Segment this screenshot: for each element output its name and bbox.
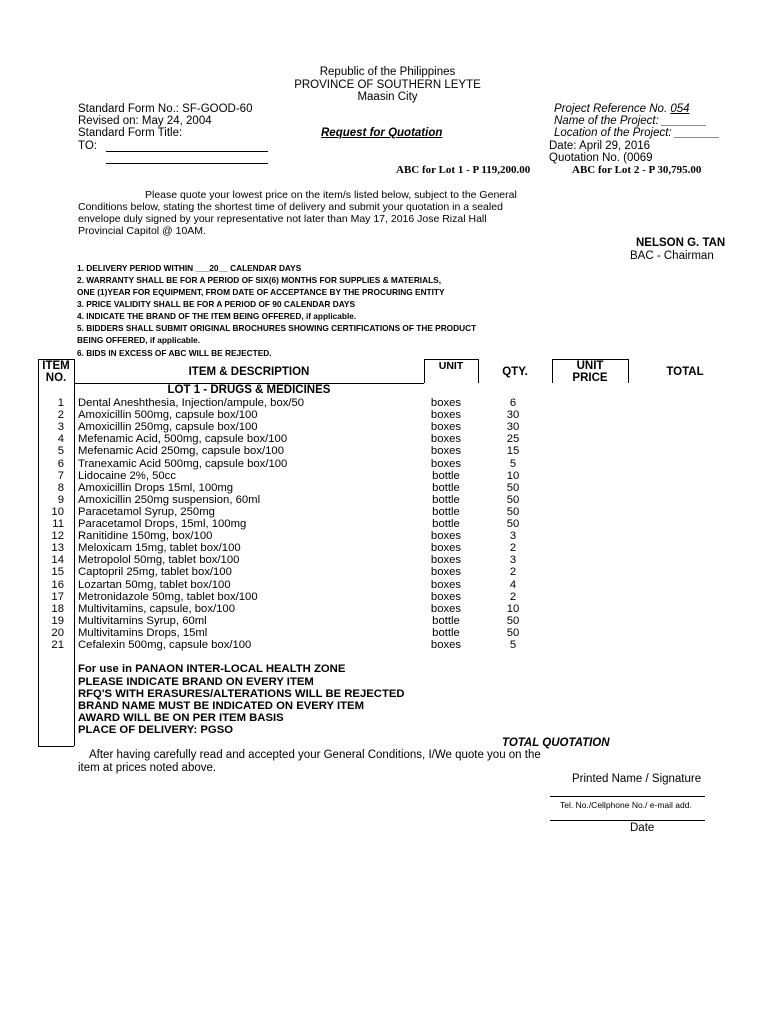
item-qty: 50 <box>506 626 520 639</box>
item-unit: boxes <box>430 639 462 651</box>
item-description: Captopril 25mg, tablet box/100 <box>78 566 232 579</box>
note-item: PLACE OF DELIVERY: PGSO <box>78 724 234 736</box>
header-qty: QTY. <box>502 366 528 378</box>
item-unit: boxes <box>430 530 462 543</box>
condition-item: BEING OFFERED, if applicable. <box>77 335 201 345</box>
item-number: 21 <box>51 639 64 651</box>
item-description: Mefenamic Acid 250mg, capsule box/100 <box>78 445 284 458</box>
item-qty: 4 <box>509 578 517 591</box>
date-label: Date <box>630 822 655 834</box>
abc-lot-1: ABC for Lot 1 - P 119,200.00 <box>396 164 531 176</box>
to-line-2 <box>106 163 268 164</box>
note-item: For use in PANAON INTER-LOCAL HEALTH ZONE <box>78 663 346 675</box>
intro-line-3: envelope duly signed by your representative not later than May 17, 2016 Jose Rizal Hall <box>78 213 487 225</box>
note-item: PLEASE INDICATE BRAND ON EVERY ITEM <box>78 676 314 688</box>
signature-line <box>550 796 705 797</box>
table-row <box>38 445 738 457</box>
table-row <box>38 458 738 470</box>
table-row <box>38 566 738 578</box>
item-number: 11 <box>52 518 64 530</box>
item-number: 8 <box>57 481 64 494</box>
item-number: 18 <box>51 602 64 615</box>
item-unit: boxes <box>430 554 462 567</box>
item-number: 9 <box>57 493 64 506</box>
item-unit: boxes <box>430 457 462 470</box>
project-name: Name of the Project: _______ <box>554 115 707 127</box>
abc-lot-2: ABC for Lot 2 - P 30,795.00 <box>572 164 702 176</box>
item-qty: 10 <box>506 469 520 482</box>
note-item: AWARD WILL BE ON PER ITEM BASIS <box>78 712 284 724</box>
item-unit: boxes <box>430 590 462 603</box>
printed-name-label: Printed Name / Signature <box>572 773 702 785</box>
header-unit-price-2: PRICE <box>572 372 608 384</box>
table-row <box>38 639 738 651</box>
item-description: Multivitamins, capsule, box/100 <box>78 602 235 615</box>
table-row <box>38 397 738 409</box>
province-text: PROVINCE OF SOUTHERN LEYTE <box>294 79 481 91</box>
item-description: Meloxicam 15mg, tablet box/100 <box>78 542 241 555</box>
condition-item: 5. BIDDERS SHALL SUBMIT ORIGINAL BROCHURES SHOWING CERTIFICATIONS OF THE PRODUCT <box>77 323 477 333</box>
item-qty: 15 <box>506 445 520 458</box>
date-line <box>550 820 705 821</box>
item-qty: 50 <box>506 518 520 530</box>
item-qty: 2 <box>509 590 517 603</box>
date-text: Date: April 29, 2016 <box>549 140 651 152</box>
table-row <box>38 579 738 591</box>
table-row <box>38 409 738 421</box>
to-label: TO: <box>78 140 97 152</box>
item-number: 14 <box>51 554 64 567</box>
item-unit: bottle <box>432 469 460 482</box>
table-row <box>38 433 738 445</box>
item-unit: boxes <box>430 602 462 615</box>
item-description: Multivitamins Syrup, 60ml <box>78 614 207 627</box>
item-number: 19 <box>51 614 64 627</box>
item-unit: bottle <box>432 614 460 627</box>
standard-form-title: Standard Form Title: <box>78 127 183 139</box>
table-row <box>38 615 738 627</box>
item-unit: boxes <box>430 542 462 555</box>
condition-item: ONE (1)YEAR FOR EQUIPMENT, FROM DATE OF ACCEPTANCE BY THE PROCURING ENTITY <box>77 287 445 297</box>
item-description: Tranexamic Acid 500mg, capsule box/100 <box>78 457 288 470</box>
item-qty: 6 <box>509 397 517 409</box>
table-row <box>38 627 738 639</box>
intro-line-1: Please quote your lowest price on the item/s listed below, subject to the General <box>145 189 517 201</box>
header-total: TOTAL <box>666 366 704 378</box>
item-unit: boxes <box>430 578 462 591</box>
item-unit: boxes <box>430 409 462 422</box>
city-text: Maasin City <box>357 91 418 103</box>
table-row <box>38 506 738 518</box>
condition-item: 1. DELIVERY PERIOD WITHIN ___20__ CALENDAR DAYS <box>77 263 302 273</box>
item-unit: boxes <box>430 397 462 409</box>
item-number: 20 <box>51 626 64 639</box>
item-description: Lidocaine 2%, 50cc <box>78 469 176 482</box>
item-unit: boxes <box>430 433 462 446</box>
table-row <box>38 482 738 494</box>
lot-title: LOT 1 - DRUGS & MEDICINES <box>167 384 331 396</box>
form-title: Request for Quotation <box>321 127 443 139</box>
item-unit: boxes <box>430 445 462 458</box>
item-qty: 2 <box>509 566 517 579</box>
item-qty: 2 <box>509 542 517 555</box>
to-line-1 <box>106 151 268 152</box>
item-number: 7 <box>57 469 64 482</box>
intro-line-4: Provincial Capitol @ 10AM. <box>78 225 206 237</box>
signatory-name: NELSON G. TAN <box>636 237 726 249</box>
item-qty: 25 <box>506 433 520 446</box>
item-unit: bottle <box>432 505 460 518</box>
note-item: BRAND NAME MUST BE INDICATED ON EVERY ITEM <box>78 700 364 712</box>
item-qty: 50 <box>506 505 520 518</box>
item-description: Amoxicillin Drops 15ml, 100mg <box>78 481 234 494</box>
quotation-no: Quotation No. (0069 <box>549 152 653 164</box>
statement-line-2: item at prices noted above. <box>78 762 217 774</box>
table-row <box>38 470 738 482</box>
item-qty: 5 <box>509 457 517 470</box>
header-item-no-1: ITEM <box>42 360 70 372</box>
header-unit: UNIT <box>438 360 464 372</box>
item-number: 13 <box>51 542 64 555</box>
item-number: 5 <box>57 445 64 458</box>
item-qty: 50 <box>506 614 520 627</box>
project-reference-label: Project Reference No. <box>554 103 668 115</box>
item-unit: bottle <box>432 481 460 494</box>
table-row <box>38 603 738 615</box>
item-qty: 50 <box>506 481 520 494</box>
condition-item: 3. PRICE VALIDITY SHALL BE FOR A PERIOD OF 90 CALENDAR DAYS <box>77 299 355 309</box>
item-number: 4 <box>57 433 64 446</box>
item-unit: bottle <box>432 626 460 639</box>
item-qty: 5 <box>509 639 517 651</box>
item-description: Paracetamol Syrup, 250mg <box>78 505 215 518</box>
table-row <box>38 554 738 566</box>
item-qty: 30 <box>506 409 520 422</box>
item-number: 6 <box>57 457 64 470</box>
item-description: Mefenamic Acid, 500mg, capsule box/100 <box>78 433 288 446</box>
item-description: Metronidazole 50mg, tablet box/100 <box>78 590 258 603</box>
header-unit-price-1: UNIT <box>576 360 604 372</box>
condition-item: 2. WARRANTY SHALL BE FOR A PERIOD OF SIX(6) MONTHS FOR SUPPLIES & MATERIALS, <box>77 275 442 285</box>
item-description: Metropolol 50mg, tablet box/100 <box>78 554 240 567</box>
item-number: 17 <box>51 590 64 603</box>
project-reference-value: 054 <box>670 103 690 115</box>
item-qty: 3 <box>509 554 517 567</box>
item-unit: boxes <box>430 566 462 579</box>
total-quotation-label: TOTAL QUOTATION <box>502 737 610 749</box>
table-row <box>38 494 738 506</box>
note-item: RFQ'S WITH ERASURES/ALTERATIONS WILL BE REJECTED <box>78 688 405 700</box>
republic-text: Republic of the Philippines <box>319 66 456 78</box>
table-row <box>38 542 738 554</box>
item-description: Amoxicillin 500mg, capsule box/100 <box>78 409 258 422</box>
statement-line-1: After having carefully read and accepted your General Conditions, I/We quote you on the <box>89 749 541 761</box>
item-description: Dental Aneshthesia, Injection/ampule, box/50 <box>78 397 305 409</box>
table-row <box>38 518 738 530</box>
table-row <box>38 591 738 603</box>
project-location: Location of the Project: _______ <box>554 127 720 139</box>
item-description: Multivitamins Drops, 15ml <box>78 626 208 639</box>
item-qty: 50 <box>506 493 520 506</box>
item-number: 15 <box>51 566 64 579</box>
item-number: 12 <box>51 530 64 543</box>
item-description: Amoxicillin 250mg, capsule box/100 <box>78 421 258 434</box>
condition-item: 4. INDICATE THE BRAND OF THE ITEM BEING OFFERED, if applicable. <box>77 311 357 321</box>
item-qty: 10 <box>506 602 520 615</box>
standard-form-no: Standard Form No.: SF-GOOD-60 <box>78 103 253 115</box>
item-number: 2 <box>57 409 64 422</box>
item-unit: boxes <box>430 421 462 434</box>
item-unit: bottle <box>432 518 460 530</box>
item-description: Paracetamol Drops, 15ml, 100mg <box>78 518 247 530</box>
header-item-no-2: NO. <box>45 372 67 384</box>
tel-label: Tel. No./Cellphone No./ e-mail add. <box>560 800 692 810</box>
table-row <box>38 530 738 542</box>
item-qty: 30 <box>506 421 520 434</box>
item-unit: bottle <box>432 493 460 506</box>
signatory-title: BAC - Chairman <box>630 250 714 262</box>
item-number: 1 <box>57 397 64 409</box>
item-description: Amoxicillin 250mg suspension, 60ml <box>78 493 261 506</box>
header-description: ITEM & DESCRIPTION <box>188 366 310 378</box>
item-number: 16 <box>51 578 64 591</box>
revised-on: Revised on: May 24, 2004 <box>78 115 212 127</box>
item-description: Ranitidine 150mg, box/100 <box>78 530 213 543</box>
item-number: 10 <box>51 505 64 518</box>
table-row <box>38 421 738 433</box>
item-number: 3 <box>57 421 64 434</box>
intro-line-2: Conditions below, stating the shortest time of delivery and submit your quotation in a sealed <box>78 201 503 213</box>
project-reference <box>554 103 690 115</box>
item-description: Cefalexin 500mg, capsule box/100 <box>78 639 252 651</box>
item-qty: 3 <box>509 530 517 543</box>
condition-item: 6. BIDS IN EXCESS OF ABC WILL BE REJECTED. <box>77 348 272 358</box>
item-description: Lozartan 50mg, tablet box/100 <box>78 578 231 591</box>
